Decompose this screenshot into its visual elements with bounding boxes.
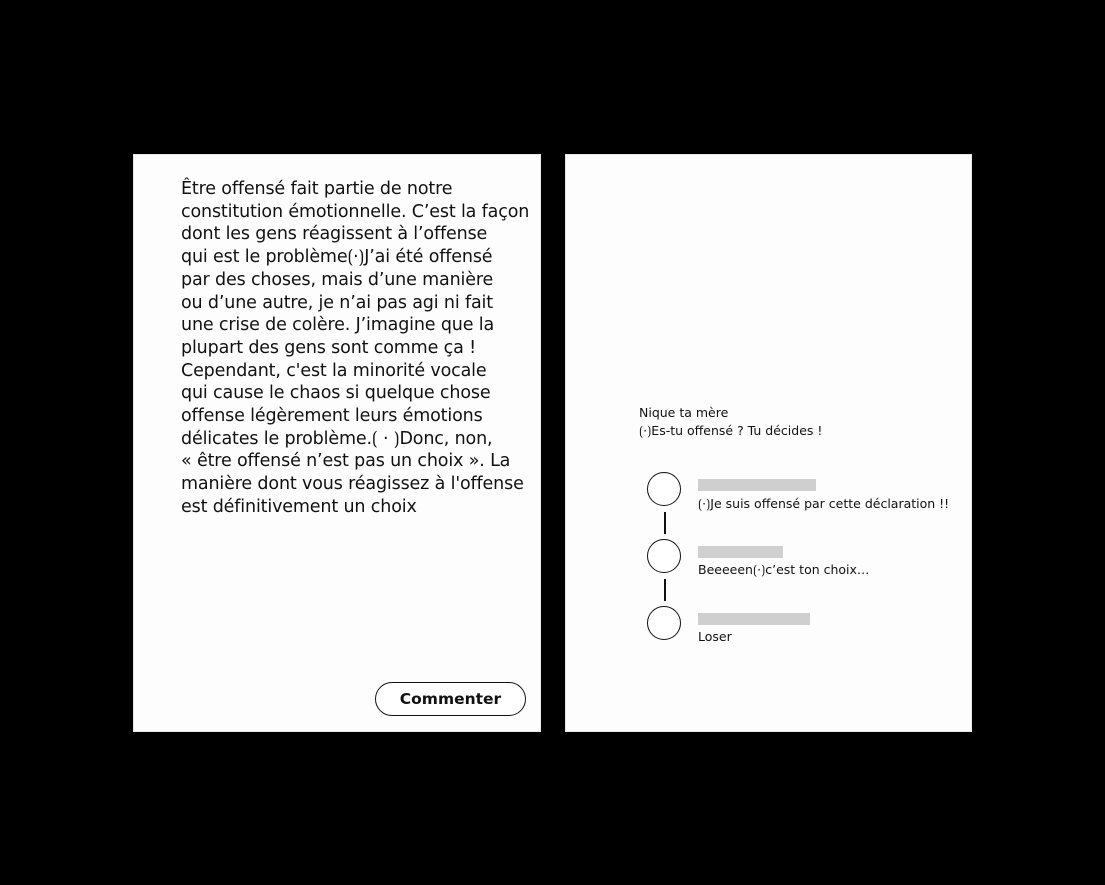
thread-card [565, 154, 972, 732]
redacted-username [698, 479, 816, 491]
essay-line: plupart des gens sont comme ça ! [181, 337, 476, 358]
avatar-circle [647, 472, 681, 506]
thread-connector [664, 512, 666, 534]
reply-text: ⟮·⟯Je suis offensé par cette déclaration !! [698, 496, 950, 511]
essay-text [181, 178, 541, 519]
essay-line: par des choses, mais d’une manière [181, 269, 494, 290]
redacted-username [698, 613, 810, 625]
essay-line: Cependant, c'est la minorité vocale [181, 360, 487, 381]
post-line: ⟮·⟯Es-tu offensé ? Tu décides ! [639, 423, 823, 438]
redacted-username [698, 546, 783, 558]
avatar-circle [647, 606, 681, 640]
essay-line: une crise de colère. J’imagine que la [181, 315, 495, 336]
essay-line: qui est le problème⟮·⟯J’ai été offensé [181, 247, 493, 268]
post-line: Nique ta mère [639, 405, 729, 420]
essay-line: qui cause le chaos si quelque chose [181, 383, 491, 404]
essay-line: offense légèrement leurs émotions [181, 406, 483, 427]
thread-connector [664, 579, 666, 601]
essay-line: est définitivement un choix [181, 496, 417, 517]
avatar-circle [647, 539, 681, 573]
essay-line: Être offensé fait partie de notre [181, 179, 453, 199]
reply-thread [647, 472, 967, 647]
comment-button[interactable]: Commenter [375, 682, 526, 716]
essay-line: dont les gens réagissent à l’offense [181, 224, 488, 245]
essay-line: ou d’une autre, je n’ai pas agi ni fait [181, 292, 493, 313]
essay-line: manière dont vous réagissez à l'offense [181, 474, 524, 495]
reply-text: Beeeeen⟮·⟯c’est ton choix… [698, 562, 870, 577]
original-post [639, 404, 822, 440]
reply-text: Loser [698, 629, 732, 644]
essay-line: « être offensé n’est pas un choix ». La [181, 451, 511, 472]
essay-line: constitution émotionnelle. C’est la façon [181, 201, 530, 222]
essay-line: délicates le problème.⟮ · ⟯Donc, non, [181, 428, 493, 449]
essay-card [133, 154, 541, 732]
